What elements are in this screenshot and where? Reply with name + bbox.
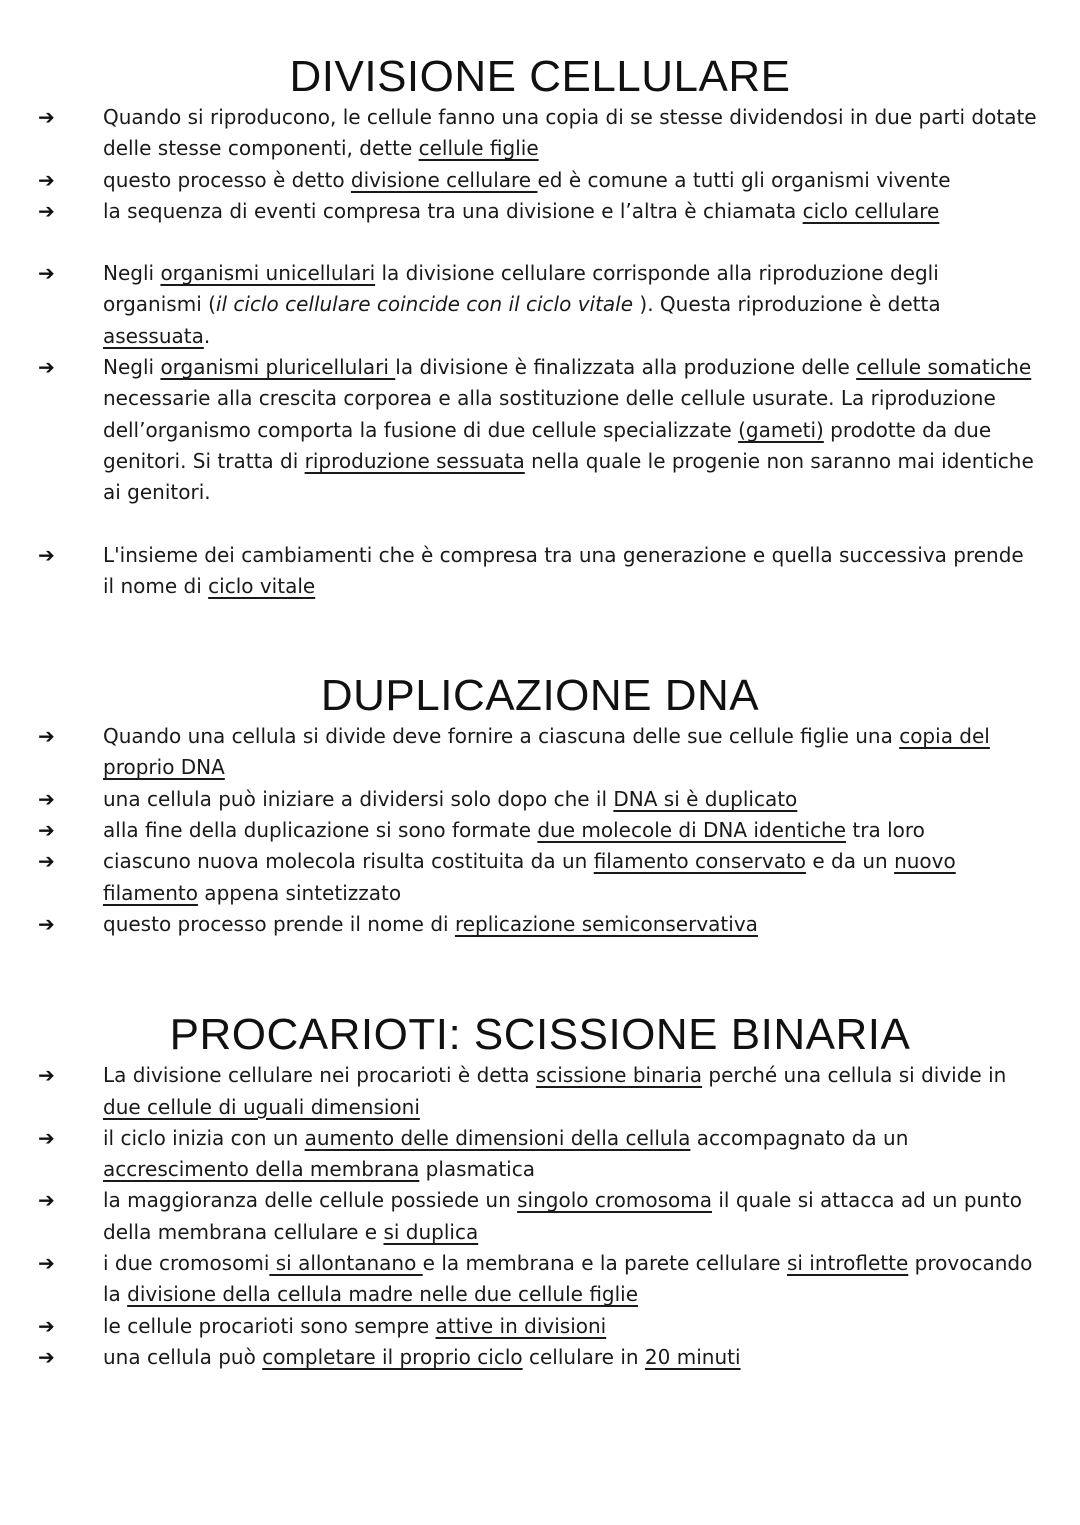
text-run: la divisione cellulare corrisponde alla riproduzione degli organismi (: [103, 261, 939, 317]
list-item: [0, 165, 1080, 196]
list-item: [0, 784, 1080, 815]
underlined-term: attive in divisioni: [435, 1313, 607, 1338]
text-run: una cellula può: [103, 1344, 263, 1369]
section-divisione-cellulare: [0, 0, 1080, 602]
underlined-term: cellule somatiche: [856, 355, 1032, 380]
underlined-term: si introflette: [786, 1251, 909, 1276]
list-item: [0, 846, 1080, 909]
list-item: [0, 909, 1080, 940]
right-arrow-icon: ➔: [38, 1344, 55, 1369]
right-arrow-icon: ➔: [38, 911, 55, 936]
underlined-term: organismi unicellulari: [160, 261, 376, 286]
underlined-term: si allontanano: [269, 1251, 423, 1276]
text-run: la maggioranza delle cellule possiede un: [103, 1188, 518, 1213]
right-arrow-icon: ➔: [38, 167, 55, 192]
text-run: e la membrana e la parete cellulare: [422, 1251, 787, 1276]
section-scissione-binaria: [0, 1010, 1080, 1373]
underlined-term: aumento delle dimensioni della cellula: [304, 1125, 691, 1150]
text-run: prodotte da due genitori. Si tratta di: [103, 417, 992, 473]
text-run: accompagnato da un: [690, 1125, 909, 1150]
underlined-term: nuovo filamento: [103, 849, 956, 905]
underlined-term: divisione della cellula madre nelle due cellule figlie: [127, 1282, 639, 1307]
underlined-term: asessuata: [103, 323, 204, 348]
text-run: Negli: [103, 355, 161, 380]
text-run: tra loro: [846, 818, 925, 843]
right-arrow-icon: ➔: [38, 724, 55, 749]
text-run: la divisione è finalizzata alla produzione delle: [395, 355, 857, 380]
text-run: questo processo è detto: [103, 167, 351, 192]
underlined-term: copia del proprio DNA: [103, 724, 990, 780]
text-run: il ciclo inizia con un: [103, 1125, 305, 1150]
list-item: [0, 258, 1080, 352]
underlined-term: organismi pluricellulari: [160, 355, 396, 380]
underlined-term: due cellule di uguali dimensioni: [103, 1094, 420, 1119]
right-arrow-icon: ➔: [38, 1063, 55, 1088]
right-arrow-icon: ➔: [38, 198, 55, 223]
text-run: ). Questa riproduzione è detta: [633, 292, 941, 317]
bullet-list: [0, 102, 1080, 602]
right-arrow-icon: ➔: [38, 1188, 55, 1213]
right-arrow-icon: ➔: [38, 261, 55, 286]
text-run: nella quale le progenie non saranno mai identiche ai genitori.: [103, 448, 1034, 505]
text-run: il quale si attacca ad un punto della membrana cellulare e: [103, 1188, 1022, 1244]
section-title: PROCARIOTI: SCISSIONE BINARIA: [169, 1010, 911, 1060]
italic-text: il ciclo cellulare coincide con il ciclo vitale: [215, 292, 634, 317]
text-run: cellulare in: [522, 1344, 645, 1369]
text-run: la sequenza di eventi compresa tra una divisione e l’altra è chiamata: [103, 198, 803, 223]
underlined-term: singolo cromosoma: [517, 1188, 713, 1213]
underlined-term: scissione binaria: [535, 1063, 703, 1088]
underlined-term: divisione cellulare: [350, 167, 538, 192]
section-title: DIVISIONE CELLULARE: [289, 52, 791, 101]
text-run: La divisione cellulare nei procarioti è detta: [103, 1063, 536, 1088]
underlined-term: si duplica: [383, 1219, 479, 1244]
list-item: [0, 1311, 1080, 1342]
text-run: .: [203, 323, 211, 348]
text-run: una cellula può iniziare a dividersi solo dopo che il: [103, 786, 614, 811]
bullet-list: [0, 721, 1080, 940]
text-run: Quando una cellula si divide deve fornire a ciascuna delle sue cellule figlie una: [103, 724, 900, 749]
text-run: Negli: [103, 261, 161, 286]
text-run: le cellule procarioti sono sempre: [103, 1313, 436, 1338]
list-item: [0, 721, 1080, 784]
list-item: [0, 540, 1080, 603]
right-arrow-icon: ➔: [38, 355, 55, 380]
right-arrow-icon: ➔: [38, 1251, 55, 1276]
underlined-term: replicazione semiconservativa: [454, 911, 758, 936]
text-run: i due cromosomi: [103, 1251, 270, 1276]
list-item: [0, 352, 1080, 508]
right-arrow-icon: ➔: [38, 818, 55, 843]
list-item: [0, 1123, 1080, 1186]
list-item: [0, 1185, 1080, 1248]
section-title: DUPLICAZIONE DNA: [320, 671, 760, 721]
right-arrow-icon: ➔: [38, 1125, 55, 1150]
list-item: [0, 196, 1080, 227]
section-duplicazione-dna: [0, 671, 1080, 940]
list-item: [0, 1060, 1080, 1123]
underlined-term: DNA si è duplicato: [613, 786, 798, 811]
bullet-list: [0, 1060, 1080, 1373]
list-item: [0, 815, 1080, 846]
underlined-term: (gameti): [738, 417, 824, 442]
underlined-term: 20 minuti: [644, 1344, 741, 1369]
list-item: [0, 102, 1080, 165]
text-run: ed è comune a tutti gli organismi vivente: [537, 167, 951, 192]
underlined-term: cellule figlie: [418, 136, 539, 161]
right-arrow-icon: ➔: [38, 786, 55, 811]
underlined-term: due molecole di DNA identiche: [537, 818, 847, 843]
text-run: alla fine della duplicazione si sono formate: [103, 818, 538, 843]
right-arrow-icon: ➔: [38, 849, 55, 874]
right-arrow-icon: ➔: [38, 542, 55, 567]
underlined-term: completare il proprio ciclo: [262, 1344, 523, 1369]
text-run: questo processo prende il nome di: [103, 911, 455, 936]
text-run: provocando la: [103, 1251, 1033, 1307]
underlined-term: filamento conservato: [593, 849, 807, 874]
text-run: L'insieme dei cambiamenti che è compresa tra una generazione e quella successiva prende il nome di: [103, 542, 1024, 598]
text-run: plasmatica: [419, 1157, 535, 1182]
text-run: appena sintetizzato: [197, 880, 402, 905]
text-run: Quando si riproducono, le cellule fanno una copia di se stesse dividendosi in due parti dotate delle stesse componenti, dette: [103, 105, 1037, 161]
underlined-term: riproduzione sessuata: [304, 448, 525, 473]
underlined-term: ciclo cellulare: [802, 198, 940, 223]
text-run: ciascuno nuova molecola risulta costituita da un: [103, 849, 594, 874]
list-item: [0, 1248, 1080, 1311]
right-arrow-icon: ➔: [38, 105, 55, 129]
text-run: e da un: [806, 849, 895, 874]
list-item: [0, 1342, 1080, 1373]
right-arrow-icon: ➔: [38, 1313, 55, 1338]
text-run: perché una cellula si divide in: [702, 1063, 1007, 1088]
underlined-term: accrescimento della membrana: [103, 1157, 420, 1182]
text-run: necessarie alla crescita corporea e alla sostituzione delle cellule usurate. La riproduzione dell’organismo comporta la fusione di due cellule specializzate: [103, 386, 996, 442]
underlined-term: ciclo vitale: [208, 573, 316, 598]
